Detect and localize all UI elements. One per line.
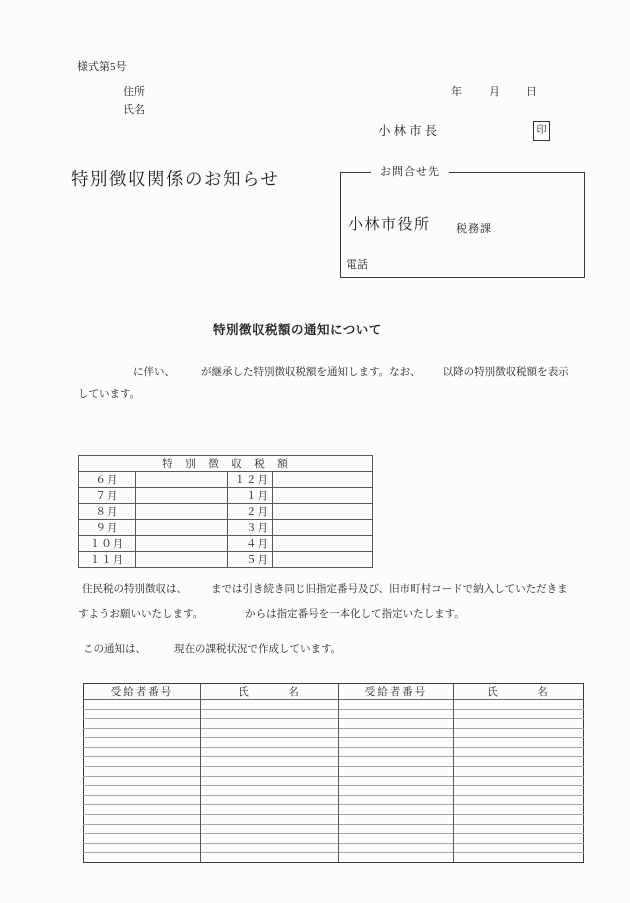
tax-table-row xyxy=(79,504,373,520)
month-cell: ８月 xyxy=(79,504,136,520)
phone-label: 電話 xyxy=(346,259,368,271)
recipient-table-row xyxy=(84,747,584,757)
creation-paragraph xyxy=(83,644,341,656)
recipient-cell-empty xyxy=(339,814,454,824)
recipient-cell-empty xyxy=(339,795,454,805)
seal-label: 印 xyxy=(536,125,547,137)
recipient-cell-empty xyxy=(454,834,584,844)
payment-seg3: すようお願いいたします。 xyxy=(78,609,204,620)
tax-table-row xyxy=(79,552,373,568)
recipient-number-header: 受給者番号 xyxy=(339,684,454,700)
recipient-cell-empty xyxy=(339,709,454,719)
creation-seg2: 現在の課税状況で作成しています。 xyxy=(174,644,342,655)
recipient-cell-empty xyxy=(84,776,201,786)
amount-cell xyxy=(136,472,228,488)
recipient-cell-empty xyxy=(201,747,339,757)
recipient-cell-empty xyxy=(454,814,584,824)
amount-cell xyxy=(273,504,373,520)
recipient-cell-empty xyxy=(454,747,584,757)
blank-field xyxy=(146,651,174,652)
recipient-cell-empty xyxy=(339,738,454,748)
tax-table-body xyxy=(79,456,373,568)
recipient-cell-empty xyxy=(201,738,339,748)
recipient-cell-empty xyxy=(84,795,201,805)
recipient-cell-empty xyxy=(84,747,201,757)
amount-cell xyxy=(273,552,373,568)
contact-box xyxy=(340,166,585,278)
recipient-cell-empty xyxy=(84,853,201,863)
recipient-cell-empty xyxy=(339,843,454,853)
recipient-table-row xyxy=(84,767,584,777)
recipient-table-row xyxy=(84,834,584,844)
recipient-cell-empty xyxy=(84,805,201,815)
recipient-cell-empty xyxy=(201,824,339,834)
month-cell: １０月 xyxy=(79,536,136,552)
form-number: 様式第5号 xyxy=(77,61,127,73)
amount-cell xyxy=(136,504,228,520)
recipient-cell-empty xyxy=(84,767,201,777)
division-name: 税務課 xyxy=(456,223,492,235)
date-day-label: 日 xyxy=(526,86,537,98)
creation-seg1: この通知は、 xyxy=(83,644,146,655)
recipient-cell-empty xyxy=(84,738,201,748)
recipient-table-row xyxy=(84,853,584,863)
amount-cell xyxy=(136,488,228,504)
payment-seg2: までは引き続き同じ旧指定番号及び、旧市町村コードで納入していただきま xyxy=(211,584,568,595)
recipient-cell-empty xyxy=(339,824,454,834)
notice-seg1: に伴い、 xyxy=(133,367,175,378)
recipient-table-row xyxy=(84,709,584,719)
blank-field xyxy=(421,374,443,375)
recipient-cell-empty xyxy=(339,747,454,757)
recipient-cell-empty xyxy=(454,843,584,853)
recipient-cell-empty xyxy=(201,767,339,777)
tax-table-row xyxy=(79,488,373,504)
recipient-cell-empty xyxy=(454,805,584,815)
month-cell: ３月 xyxy=(228,520,273,536)
month-cell: ５月 xyxy=(228,552,273,568)
recipient-cell-empty xyxy=(454,757,584,767)
seal-box xyxy=(533,121,550,141)
blank-field xyxy=(187,591,211,592)
recipient-cell-empty xyxy=(454,738,584,748)
blank-field xyxy=(203,616,245,617)
recipient-table-row xyxy=(84,814,584,824)
recipient-cell-empty xyxy=(339,786,454,796)
amount-cell xyxy=(136,552,228,568)
recipient-cell-empty xyxy=(84,814,201,824)
month-cell: ４月 xyxy=(228,536,273,552)
tax-table-row xyxy=(79,472,373,488)
recipient-name-header: 氏 名 xyxy=(454,684,584,700)
recipient-cell-empty xyxy=(201,776,339,786)
tax-table-row xyxy=(79,536,373,552)
recipient-cell-empty xyxy=(339,767,454,777)
name-label: 氏名 xyxy=(123,104,145,116)
recipient-name-header: 氏 名 xyxy=(201,684,339,700)
recipient-table-row xyxy=(84,805,584,815)
recipient-cell-empty xyxy=(201,757,339,767)
payment-paragraph-line2 xyxy=(78,609,465,621)
recipient-number-header: 受給者番号 xyxy=(84,684,201,700)
recipient-cell-empty xyxy=(201,853,339,863)
recipient-cell-empty xyxy=(201,786,339,796)
recipient-table-row xyxy=(84,738,584,748)
tax-table-row xyxy=(79,520,373,536)
recipient-table xyxy=(83,683,584,863)
amount-cell xyxy=(273,488,373,504)
recipient-cell-empty xyxy=(201,795,339,805)
recipient-cell-empty xyxy=(339,834,454,844)
notice-paragraph-line1 xyxy=(133,367,569,379)
recipient-table-row xyxy=(84,700,584,710)
recipient-cell-empty xyxy=(454,719,584,729)
recipient-cell-empty xyxy=(201,843,339,853)
recipient-cell-empty xyxy=(84,786,201,796)
recipient-cell-empty xyxy=(201,805,339,815)
recipient-cell-empty xyxy=(454,776,584,786)
recipient-cell-empty xyxy=(339,805,454,815)
month-cell: １月 xyxy=(228,488,273,504)
amount-cell xyxy=(136,536,228,552)
date-month-label: 月 xyxy=(489,86,500,98)
document-title: 特別徴収関係のお知らせ xyxy=(71,169,280,189)
recipient-table-row xyxy=(84,776,584,786)
amount-cell xyxy=(273,520,373,536)
recipient-cell-empty xyxy=(454,700,584,710)
section-heading: 特別徴収税額の通知について xyxy=(213,323,382,337)
recipient-table-row xyxy=(84,795,584,805)
recipient-table-row xyxy=(84,786,584,796)
amount-cell xyxy=(136,520,228,536)
recipient-cell-empty xyxy=(339,719,454,729)
recipient-table-row xyxy=(84,719,584,729)
recipient-cell-empty xyxy=(454,795,584,805)
office-name: 小林市役所 xyxy=(348,217,431,233)
amount-cell xyxy=(273,536,373,552)
recipient-cell-empty xyxy=(84,709,201,719)
recipient-cell-empty xyxy=(84,834,201,844)
recipient-cell-empty xyxy=(84,757,201,767)
recipient-table-row xyxy=(84,843,584,853)
recipient-table-row xyxy=(84,728,584,738)
recipient-cell-empty xyxy=(339,853,454,863)
month-cell: ９月 xyxy=(79,520,136,536)
amount-cell xyxy=(273,472,373,488)
recipient-cell-empty xyxy=(201,700,339,710)
recipient-cell-empty xyxy=(454,824,584,834)
notice-seg3: 以降の特別徴収税額を表示 xyxy=(442,367,569,378)
blank-field xyxy=(175,374,201,375)
recipient-table-row xyxy=(84,824,584,834)
recipient-cell-empty xyxy=(201,834,339,844)
tax-table-title-row xyxy=(79,456,373,472)
recipient-cell-empty xyxy=(201,709,339,719)
recipient-cell-empty xyxy=(201,728,339,738)
contact-legend: お問合せ先 xyxy=(371,166,449,179)
tax-amount-table xyxy=(78,455,373,568)
recipient-cell-empty xyxy=(339,700,454,710)
month-cell: ７月 xyxy=(79,488,136,504)
recipient-cell-empty xyxy=(84,728,201,738)
recipient-cell-empty xyxy=(201,719,339,729)
recipient-cell-empty xyxy=(454,786,584,796)
recipient-table-row xyxy=(84,757,584,767)
payment-paragraph-line1 xyxy=(82,584,568,596)
recipient-cell-empty xyxy=(454,853,584,863)
recipient-cell-empty xyxy=(454,728,584,738)
mayor-title: 小林市長 xyxy=(378,124,441,138)
recipient-cell-empty xyxy=(84,843,201,853)
month-cell: １２月 xyxy=(228,472,273,488)
recipient-cell-empty xyxy=(454,767,584,777)
address-label: 住所 xyxy=(123,86,145,98)
recipient-table-body xyxy=(84,684,584,863)
month-cell: ６月 xyxy=(79,472,136,488)
date-year-label: 年 xyxy=(451,86,462,98)
recipient-table-header-row xyxy=(84,684,584,700)
recipient-cell-empty xyxy=(454,709,584,719)
payment-seg4: からは指定番号を一本化して指定いたします。 xyxy=(245,609,465,620)
recipient-cell-empty xyxy=(84,700,201,710)
recipient-cell-empty xyxy=(339,776,454,786)
payment-seg1: 住民税の特別徴収は、 xyxy=(82,584,187,595)
month-cell: ２月 xyxy=(228,504,273,520)
recipient-cell-empty xyxy=(201,814,339,824)
recipient-cell-empty xyxy=(339,728,454,738)
tax-table-title: 特 別 徴 収 税 額 xyxy=(79,456,373,472)
recipient-cell-empty xyxy=(84,824,201,834)
recipient-cell-empty xyxy=(84,719,201,729)
recipient-cell-empty xyxy=(339,757,454,767)
notice-seg2: が継承した特別徴収税額を通知します。なお、 xyxy=(201,367,421,378)
notice-paragraph-line2: しています。 xyxy=(78,389,141,400)
month-cell: １１月 xyxy=(79,552,136,568)
